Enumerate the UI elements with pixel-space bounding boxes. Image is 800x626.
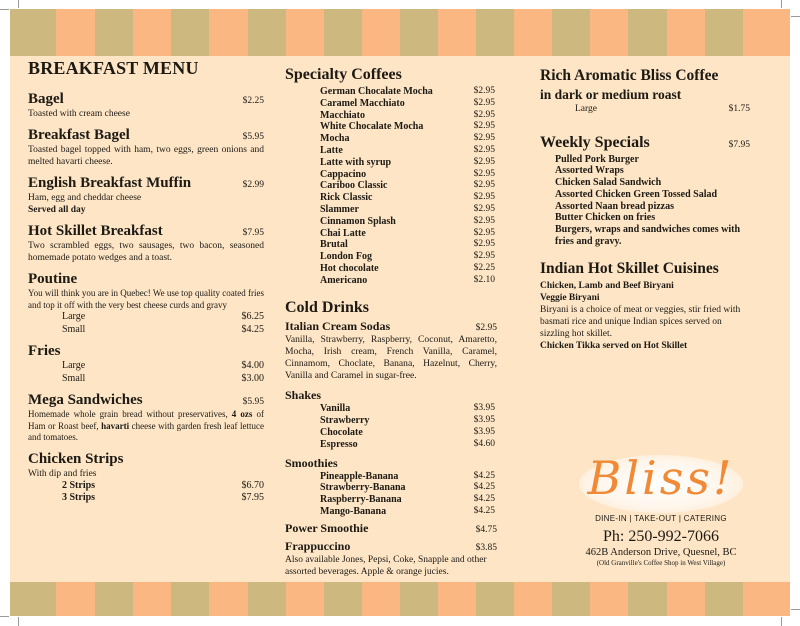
item-name: London Fog (320, 251, 372, 263)
orange-stripe (667, 582, 705, 616)
item-name: Strawberry-Banana (320, 482, 406, 494)
item-description: Ham, egg and cheddar cheese (28, 193, 142, 203)
size-row (28, 311, 264, 324)
tan-stripe (95, 9, 133, 56)
item-name: Pineapple-Banana (320, 470, 399, 482)
menu-row (285, 275, 497, 287)
size-price: $4.25 (241, 323, 264, 335)
weekly-special-item: Burgers, wraps and sandwiches comes with fries and gravy. (555, 224, 741, 248)
menu-row (285, 145, 497, 157)
menu-row (285, 427, 497, 439)
menu-row (285, 228, 497, 240)
item-name: Breakfast Bagel (28, 127, 130, 143)
crop-mark (18, 617, 19, 626)
menu-row (285, 263, 497, 275)
item-name: Bagel (28, 91, 64, 107)
item-name: Chocolate (320, 426, 363, 438)
menu-row (285, 204, 497, 216)
tan-stripe (95, 582, 133, 616)
item-description: Toasted bagel topped with ham, two eggs, green onions and melted havarti cheese. (28, 145, 264, 167)
size-label: 2 Strips (62, 479, 96, 491)
menu-row (285, 471, 497, 483)
orange-stripe (438, 582, 476, 616)
item-name: White Chocalate Mocha (320, 121, 424, 133)
crop-mark (791, 609, 800, 610)
size-label: Large (575, 104, 597, 114)
tan-stripe (400, 9, 438, 56)
size-price: $3.00 (241, 372, 264, 384)
size-price: $6.70 (241, 479, 264, 491)
item-price: $2.95 (473, 251, 495, 262)
tan-stripe (705, 582, 743, 616)
menu-row (285, 415, 497, 427)
menu-row (285, 157, 497, 169)
weekly-specials-header (540, 134, 752, 154)
crop-mark (781, 617, 782, 626)
tan-stripe (705, 9, 743, 56)
indian-cuisines-title: Indian Hot Skillet Cuisines (540, 259, 719, 277)
tan-stripe (324, 9, 362, 56)
item-name: Latte with syrup (320, 156, 392, 168)
item-name: Chicken Strips (28, 450, 124, 467)
orange-stripe (590, 582, 628, 616)
size-row (28, 480, 264, 493)
orange-stripe (209, 582, 248, 616)
item-name: Latte (320, 144, 343, 156)
menu-row (285, 506, 497, 518)
tan-stripe (476, 9, 514, 56)
size-label: Small (62, 372, 86, 384)
orange-stripe (743, 9, 790, 56)
menu-row (285, 110, 497, 122)
item-name: Raspberry-Banana (320, 494, 402, 506)
orange-stripe (286, 582, 324, 616)
menu-item-poutine (28, 271, 264, 336)
item-price: $4.25 (473, 482, 495, 493)
menu-row (285, 98, 497, 110)
drinks-column (285, 66, 497, 579)
item-name: Cappacino (320, 168, 367, 180)
size-label: Small (62, 323, 86, 335)
item-name: Caramel Macchiato (320, 97, 405, 109)
weekly-special-item: Butter Chicken on fries (555, 212, 656, 224)
bottom-stripe-band (10, 582, 790, 616)
tan-stripe (248, 582, 286, 616)
item-name: Fries (28, 343, 61, 359)
menu-row (285, 239, 497, 251)
item-name: Rick Classic (320, 192, 373, 204)
menu-row (285, 439, 497, 451)
logo-text: Bliss! (587, 451, 735, 505)
item-name: Italian Cream Sodas (285, 318, 391, 333)
indian-description: Biryani is a choice of meat or veggies, stir fried with basmati rice and unique Indian spices served on sizzling hot skillet. (540, 304, 741, 339)
weekly-specials-list (540, 154, 752, 248)
item-price: $2.25 (242, 96, 264, 106)
crop-mark (791, 16, 800, 17)
crop-mark (0, 9, 9, 10)
italian-cream-sodas (285, 319, 497, 334)
tagline: DINE-IN | TAKE-OUT | CATERING (595, 514, 727, 523)
item-price: $5.95 (242, 132, 264, 142)
item-price: $2.95 (473, 121, 495, 132)
item-name: Macchiato (320, 109, 365, 121)
item-price: $4.75 (475, 524, 497, 535)
menu-item-english-muffin (28, 175, 264, 216)
menu-item-chicken-strips (28, 451, 264, 505)
crop-mark (18, 0, 19, 8)
item-price: $4.25 (473, 505, 495, 516)
orange-stripe (590, 9, 628, 56)
breakfast-column (28, 56, 264, 512)
item-description: With dip and fries (28, 468, 97, 479)
weekly-special-item: Pulled Pork Burger (555, 153, 639, 165)
menu-item-fries (28, 343, 264, 385)
item-price: $5.95 (242, 397, 264, 407)
item-name: Power Smoothie (285, 520, 369, 535)
item-price: $2.95 (473, 86, 495, 96)
item-description: Toasted with cream cheese (28, 109, 130, 119)
item-description: Two scrambled eggs, two sausages, two bacon, seasoned homemade potato wedges and a toast. (28, 241, 264, 263)
item-name: Cinnamon Splash (320, 215, 396, 227)
menu-row (285, 251, 497, 263)
item-name: Cariboo Classic (320, 180, 388, 192)
coffee-list (285, 86, 497, 287)
menu-item-mega-sandwiches (28, 392, 264, 444)
menu-row (285, 180, 497, 192)
tan-stripe (171, 9, 209, 56)
item-name: English Breakfast Muffin (28, 175, 192, 191)
logo (579, 451, 743, 513)
top-stripe-band (10, 9, 790, 56)
frappuccino (285, 539, 497, 554)
orange-stripe (286, 9, 324, 56)
item-price: $2.95 (473, 168, 495, 179)
item-name: Americano (320, 274, 368, 286)
menu-item-bagel (28, 91, 264, 120)
specials-column (540, 67, 752, 352)
tan-stripe (628, 582, 667, 616)
specialty-coffees-title: Specialty Coffees (285, 66, 402, 83)
weekly-special-item: Assorted Wraps (555, 165, 624, 177)
item-note: Served all day (28, 205, 86, 215)
item-name: Espresso (320, 438, 358, 450)
item-name: Mocha (320, 133, 350, 145)
phone-number: Ph: 250-992-7066 (603, 528, 719, 545)
item-price: $2.95 (473, 144, 495, 155)
item-price: $4.25 (473, 470, 495, 481)
size-label: 3 Strips (62, 492, 96, 503)
menu-row (285, 482, 497, 494)
tan-stripe (400, 582, 438, 616)
item-price: $2.95 (473, 227, 495, 238)
menu-row (285, 133, 497, 145)
item-description: You will think you are in Quebec! We use top quality coated fries and top it off with the very best cheese curds and gravy (28, 288, 264, 310)
item-price: $2.25 (473, 262, 495, 273)
address-note: (Old Granville's Coffee Shop in West Village) (596, 559, 726, 567)
orange-stripe (514, 9, 552, 56)
weekly-special-item: Assorted Naan bread pizzas (555, 200, 674, 212)
item-name: Strawberry (320, 415, 370, 427)
orange-stripe (514, 582, 552, 616)
orange-stripe (667, 9, 705, 56)
weekly-special-item: Chicken Salad Sandwich (555, 177, 662, 189)
shakes-title: Shakes (285, 388, 322, 403)
item-price: $2.95 (473, 97, 495, 108)
power-smoothie (285, 521, 497, 536)
item-price: $2.95 (473, 215, 495, 226)
item-price: $2.95 (473, 109, 495, 120)
size-price: $6.25 (241, 311, 264, 322)
item-description: Homemade whole grain bread without preservatives, 4 ozs of Ham or Roast beef, havarti cheese with garden fresh leaf lettuce and tomatoes. (28, 409, 265, 442)
item-price: $3.95 (473, 415, 495, 426)
orange-stripe (438, 9, 476, 56)
brand-block (568, 451, 754, 567)
item-price: $4.25 (473, 494, 495, 505)
item-price: $2.95 (473, 133, 495, 144)
tan-stripe (628, 9, 667, 56)
orange-stripe (743, 582, 790, 616)
tan-stripe (248, 9, 286, 56)
tan-stripe (324, 582, 362, 616)
size-row (28, 324, 264, 337)
shakes-list (285, 403, 497, 450)
indian-item: Chicken, Lamb and Beef Biryani (540, 280, 674, 291)
item-price: $2.95 (473, 192, 495, 203)
item-price: $2.10 (473, 274, 495, 285)
size-label: Large (62, 360, 86, 371)
item-name: Mango-Banana (320, 505, 387, 517)
item-name: Mega Sandwiches (28, 392, 143, 408)
orange-stripe (209, 9, 248, 56)
orange-stripe (56, 9, 95, 56)
orange-stripe (133, 582, 171, 616)
item-price: $2.95 (475, 322, 497, 333)
size-label: Large (62, 311, 86, 322)
tan-stripe (552, 582, 590, 616)
size-price: $4.00 (241, 360, 264, 371)
bliss-coffee-title: Rich Aromatic Bliss Coffee (540, 67, 719, 84)
address: 462B Anderson Drive, Quesnel, BC (585, 547, 737, 558)
size-row (540, 103, 752, 116)
menu-row (285, 403, 497, 415)
item-price: $2.95 (473, 156, 495, 167)
menu-row (285, 86, 497, 98)
orange-stripe (362, 9, 400, 56)
item-name: Brutal (320, 239, 348, 251)
menu-item-hot-skillet-breakfast (28, 223, 264, 264)
item-name: Chai Latte (320, 227, 366, 239)
indian-item: Chicken Tikka served on Hot Skillet (540, 340, 688, 351)
menu-row (285, 216, 497, 228)
item-price: $2.95 (473, 203, 495, 214)
item-name: Frappuccino (285, 538, 351, 553)
item-name: German Chocalate Mocha (320, 86, 433, 97)
indian-item: Veggie Biryani (540, 292, 600, 303)
weekly-specials-title: Weekly Specials (540, 133, 650, 151)
orange-stripe (56, 582, 95, 616)
item-price: $2.99 (242, 180, 264, 190)
menu-row (285, 121, 497, 133)
orange-stripe (133, 9, 171, 56)
item-price: $2.95 (473, 239, 495, 250)
tan-stripe (10, 9, 56, 56)
tan-stripe (10, 582, 56, 616)
smoothies-list (285, 471, 497, 518)
size-price: $1.75 (728, 104, 750, 114)
tan-stripe (476, 582, 514, 616)
item-name: Vanilla (320, 403, 351, 415)
orange-stripe (362, 582, 400, 616)
menu-row (285, 169, 497, 181)
item-price: $7.95 (242, 228, 264, 238)
item-name: Slammer (320, 203, 359, 215)
item-price: $3.95 (473, 403, 495, 414)
weekly-special-item: Assorted Chicken Green Tossed Salad (555, 188, 718, 200)
item-price: $3.95 (473, 426, 495, 437)
item-price: $2.95 (473, 180, 495, 191)
item-price: $4.60 (473, 438, 495, 449)
size-row (28, 360, 264, 373)
bliss-coffee-subtitle: in dark or medium roast (540, 87, 682, 102)
menu-row (285, 192, 497, 204)
beverages-note: Also available Jones, Pepsi, Coke, Snapple and other assorted beverages. Apple & orange jucies. (285, 554, 487, 578)
size-row (28, 373, 264, 386)
crop-mark (0, 616, 9, 617)
cold-drinks-title: Cold Drinks (285, 298, 370, 316)
menu-row (285, 494, 497, 506)
breakfast-menu-title: BREAKFAST MENU (28, 58, 199, 78)
size-row (28, 492, 264, 505)
size-price: $7.95 (241, 492, 264, 503)
item-description: Vanilla, Strawberry, Raspberry, Coconut, Amaretto, Mocha, Irish cream, French Vanilla, Caramel, Cinnamom, Choclate, Banana, Hazelnut, Cherry, Vanilla and Caramel in sugar-free. (285, 333, 497, 382)
tan-stripe (552, 9, 590, 56)
smoothies-title: Smoothies (285, 455, 338, 470)
item-name: Hot Skillet Breakfast (28, 223, 163, 239)
item-name: Hot chocolate (320, 262, 379, 274)
item-price: $3.85 (475, 542, 497, 553)
item-name: Poutine (28, 271, 78, 287)
tan-stripe (171, 582, 209, 616)
menu-item-breakfast-bagel (28, 127, 264, 168)
crop-mark (781, 0, 782, 8)
weekly-specials-price: $7.95 (728, 139, 750, 150)
